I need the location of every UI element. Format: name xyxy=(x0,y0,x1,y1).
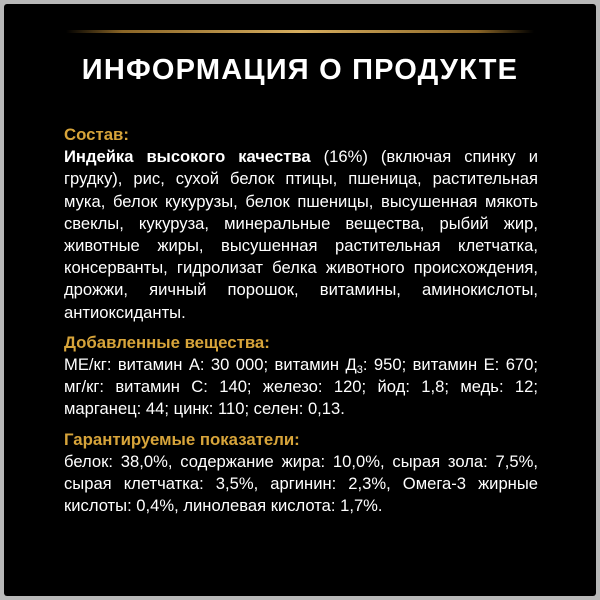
guaranteed-heading: Гарантируемые показатели: xyxy=(64,429,300,449)
composition-heading: Состав: xyxy=(64,125,129,144)
additives-section xyxy=(64,332,538,421)
gold-divider xyxy=(66,30,534,33)
composition-text xyxy=(64,146,538,324)
composition-lead: Индейка высокого качества xyxy=(64,147,311,167)
guaranteed-text: белок: 38,0%, содержание жира: 10,0%, сырая зола: 7,5%, сырая клетчатка: 3,5%, аргинин: 2,3%, Омега-3 жирные кислоты: 0,4%, линолевая кислота: 1,7%. xyxy=(64,451,538,516)
additives-text xyxy=(64,354,538,421)
composition-ingredients: (16%) (включая спинку и грудку), рис, сухой белок птицы, пшеница, растительная мука, белок кукурузы, белок пшеницы, высушенная мякоть свеклы, кукуруза, минеральные вещества, рыбий жир, животные жиры, высушенная растительная клетчатка, консерванты, гидролизат белка животного происхождения, дрожжи, яичный порошок, витамины, аминокислоты, антиоксиданты. xyxy=(64,147,538,322)
additives-text-start: МЕ/кг: витамин А: 30 000; витамин Д xyxy=(64,355,357,375)
product-info-card xyxy=(4,4,596,596)
page-title: ИНФОРМАЦИЯ О ПРОДУКТЕ xyxy=(81,54,519,86)
additives-text-end: : 950; витамин Е: 670; мг/кг: витамин С: 140; железо: 120; йод: 1,8; медь: 12; марганец: 44; цинк: 110; селен: 0,13. xyxy=(64,355,538,419)
additives-heading: Добавленные вещества: xyxy=(64,332,270,352)
vitamin-d-subscript: 3 xyxy=(356,364,363,377)
guaranteed-section xyxy=(64,429,538,518)
composition-section xyxy=(64,124,538,324)
product-info-content xyxy=(64,124,538,525)
